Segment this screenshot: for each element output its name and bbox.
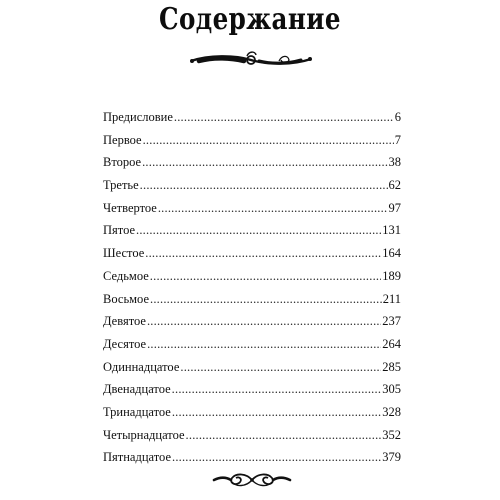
dot-leader <box>142 151 387 174</box>
dot-leader <box>150 288 382 311</box>
toc-entry-preface[interactable] <box>103 106 401 129</box>
flourish-ornament-icon <box>189 49 313 71</box>
toc-entry-page: 264 <box>382 336 401 351</box>
toc-entry-page: 285 <box>382 359 401 374</box>
toc-entry-page: 305 <box>382 382 401 397</box>
toc-entry-1[interactable] <box>103 129 401 152</box>
toc-entry-label: Четвертое <box>103 200 157 215</box>
toc-entry-page: 328 <box>382 404 401 419</box>
toc-entry-label: Пятое <box>103 223 136 238</box>
toc-entry-label: Четырнадцатое <box>103 427 185 442</box>
toc-entry-page: 7 <box>394 132 401 147</box>
toc-entry-page: 189 <box>382 268 401 283</box>
dot-leader <box>145 242 381 265</box>
toc-entry-7[interactable] <box>103 265 401 288</box>
flourish-ornament-icon <box>212 470 292 490</box>
toc-entry-label: Шестое <box>103 246 145 261</box>
toc-entry-label: Предисловие <box>103 110 173 124</box>
dot-leader <box>140 174 388 197</box>
toc-entry-page: 211 <box>382 291 401 306</box>
toc-entry-5[interactable] <box>103 219 401 242</box>
dot-leader <box>158 197 388 220</box>
toc-entry-15[interactable] <box>103 446 401 469</box>
toc-entry-label: Одиннадцатое <box>103 359 180 374</box>
toc-entry-label: Первое <box>103 132 142 147</box>
dot-leader <box>147 333 381 356</box>
toc-entry-page: 97 <box>388 200 401 215</box>
dot-leader <box>172 401 381 424</box>
toc-entry-label: Десятое <box>103 336 147 351</box>
toc-entry-page: 164 <box>382 246 401 261</box>
toc-entry-8[interactable] <box>103 288 401 311</box>
toc-entry-label: Седьмое <box>103 268 149 283</box>
toc-entry-4[interactable] <box>103 197 401 220</box>
toc-entry-12[interactable] <box>103 378 401 401</box>
toc-entry-page: 237 <box>382 314 401 329</box>
toc-entry-label: Девятое <box>103 314 146 329</box>
toc-entry-3[interactable] <box>103 174 401 197</box>
dot-leader <box>180 356 381 379</box>
dot-leader <box>143 129 394 152</box>
toc-entry-label: Пятнадцатое <box>103 450 171 465</box>
dot-leader <box>136 219 381 242</box>
toc-entry-page: 62 <box>388 178 401 193</box>
toc-entry-label: Тринадцатое <box>103 404 171 419</box>
dot-leader <box>150 265 381 288</box>
toc-entry-label: Восьмое <box>103 291 150 306</box>
dot-leader <box>186 424 382 447</box>
toc-entry-14[interactable] <box>103 424 401 447</box>
toc-entry-label: Третье <box>103 178 139 193</box>
toc-entry-page: 352 <box>382 427 401 442</box>
dot-leader <box>174 106 394 129</box>
dot-leader <box>172 446 381 469</box>
toc-entry-label: Двенадцатое <box>103 382 171 397</box>
dot-leader <box>147 310 381 333</box>
toc-entry-10[interactable] <box>103 333 401 356</box>
toc-entry-page: 131 <box>382 223 401 238</box>
table-of-contents <box>103 106 401 469</box>
toc-entry-page: 6 <box>394 110 401 124</box>
page-title: Содержание <box>158 2 342 37</box>
toc-entry-2[interactable] <box>103 151 401 174</box>
toc-entry-9[interactable] <box>103 310 401 333</box>
toc-entry-page: 379 <box>382 450 401 465</box>
toc-entry-label: Второе <box>103 155 142 170</box>
toc-entry-11[interactable] <box>103 356 401 379</box>
dot-leader <box>172 378 382 401</box>
toc-entry-13[interactable] <box>103 401 401 424</box>
toc-entry-6[interactable] <box>103 242 401 265</box>
toc-entry-page: 38 <box>388 155 401 170</box>
